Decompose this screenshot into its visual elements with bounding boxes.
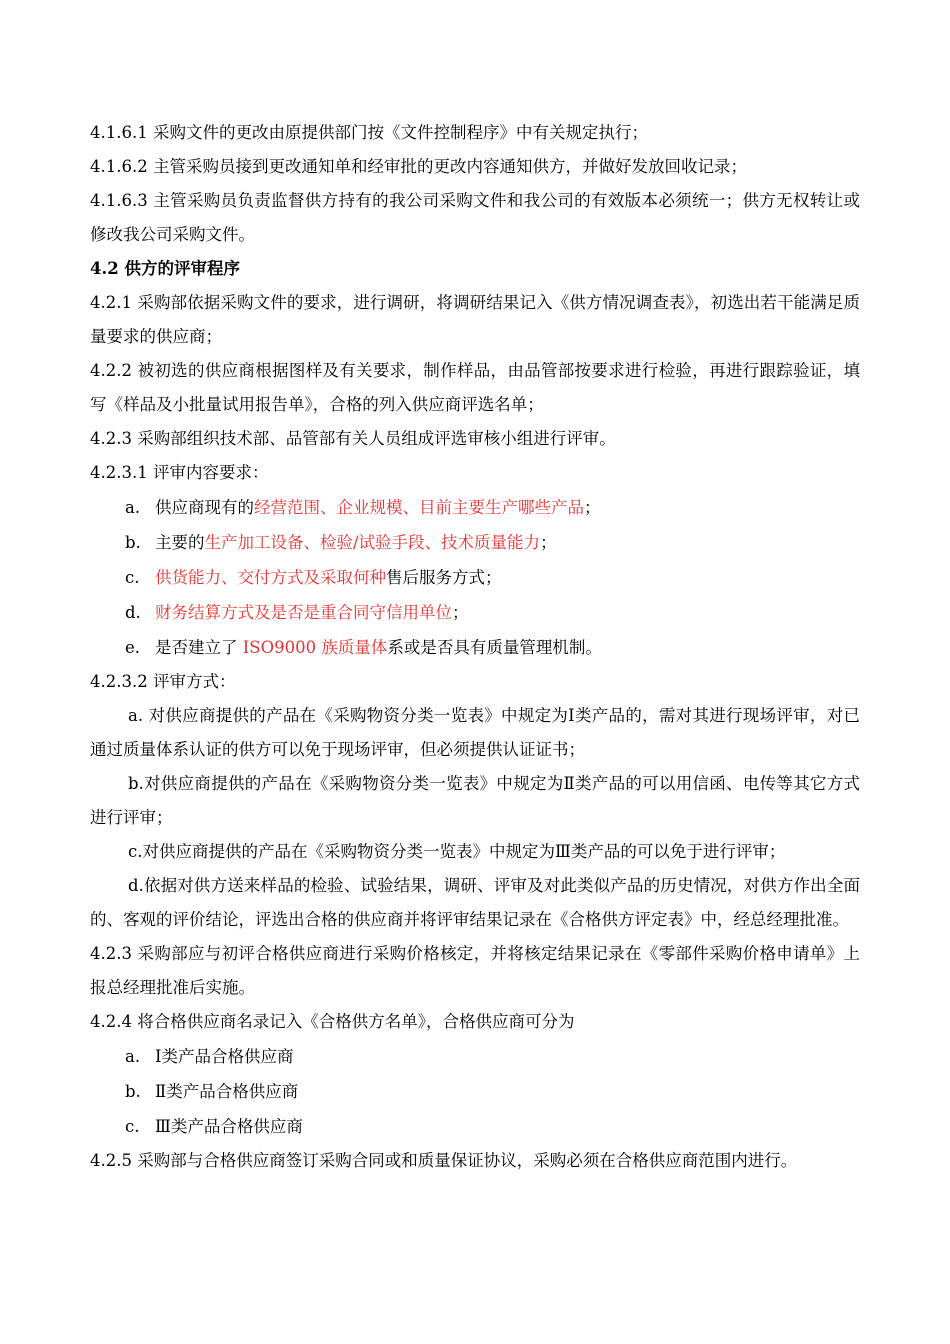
item-text: 主要的: [155, 533, 205, 552]
item-text: ；: [452, 603, 469, 622]
list-item: [90, 630, 860, 665]
list-item: [90, 560, 860, 595]
para-4-2-3-price: 4.2.3 采购部应与初评合格供应商进行采购价格核定，并将核定结果记录在《零部件采购价格申请单》上报总经理批准后实施。: [90, 944, 860, 997]
section-heading-4-2: 4.2 供方的评审程序: [90, 259, 240, 278]
list-marker: b.: [125, 533, 141, 552]
para-4-1-6-3: 4.1.6.3 主管采购员负责监督供方持有的我公司采购文件和我公司的有效版本必须统一；供方无权转让或修改我公司采购文件。: [90, 191, 860, 244]
para-4-2-5: 4.2.5 采购部与合格供应商签订采购合同或和质量保证协议，采购必须在合格供应商范围内进行。: [90, 1151, 798, 1170]
list-marker: c.: [125, 568, 140, 587]
para-4-2-2: 4.2.2 被初选的供应商根据图样及有关要求，制作样品，由品管部按要求进行检验，再进行跟踪验证，填写《样品及小批量试用报告单》，合格的列入供应商评选名单；: [90, 361, 860, 414]
list-item: [90, 595, 860, 630]
list-marker: c.: [125, 1117, 140, 1136]
list-item: [90, 1039, 860, 1074]
list-item: [90, 525, 860, 560]
para-4-2-3: 4.2.3 采购部组织技术部、品管部有关人员组成评选审核小组进行评审。: [90, 429, 616, 448]
list-marker: e.: [125, 638, 141, 657]
item-text: 系或是否具有质量管理机制。: [387, 638, 602, 657]
list-item: [90, 1074, 860, 1109]
item-text: 售后服务方式；: [386, 568, 502, 587]
item-text: Ⅱ类产品合格供应商: [155, 1082, 299, 1101]
highlighted-text: 财务结算方式及是否是重合同守信用单位: [155, 603, 452, 622]
para-4-2-1: 4.2.1 采购部依据采购文件的要求，进行调研，将调研结果记入《供方情况调查表》，初选出若干能满足质量要求的供应商；: [90, 293, 860, 346]
review-content-list: [90, 490, 860, 665]
supplier-category-list: [90, 1039, 860, 1144]
list-marker: d.: [125, 603, 141, 622]
list-marker: a.: [125, 498, 141, 517]
method-a: a. 对供应商提供的产品在《采购物资分类一览表》中规定为Ⅰ类产品的，需对其进行现场评审，对已通过质量体系认证的供方可以免于现场评审，但必须提供认证证书；: [90, 706, 860, 759]
para-4-2-3-1: 4.2.3.1 评审内容要求：: [90, 463, 269, 482]
item-text: 供应商现有的: [155, 498, 254, 517]
item-text: 是否建立了: [155, 638, 243, 657]
list-item: [90, 490, 860, 525]
para-4-2-3-2: 4.2.3.2 评审方式：: [90, 672, 236, 691]
list-marker: a.: [125, 1047, 141, 1066]
item-text: Ⅲ类产品合格供应商: [155, 1117, 303, 1136]
item-text: ；: [584, 498, 601, 517]
para-4-1-6-1: 4.1.6.1 采购文件的更改由原提供部门按《文件控制程序》中有关规定执行；: [90, 123, 648, 142]
item-text: ；: [540, 533, 557, 552]
document-body: [90, 116, 860, 1178]
method-b: b.对供应商提供的产品在《采购物资分类一览表》中规定为Ⅱ类产品的可以用信函、电传等其它方式进行评审；: [90, 774, 860, 827]
list-marker: b.: [125, 1082, 141, 1101]
item-text: Ⅰ类产品合格供应商: [155, 1047, 294, 1066]
method-d: d.依据对供方送来样品的检验、试验结果，调研、评审及对此类似产品的历史情况，对供方作出全面的、客观的评价结论，评选出合格的供应商并将评审结果记录在《合格供方评定表》中，经总经理批准。: [90, 876, 860, 929]
highlighted-text: 供货能力、交付方式及采取何种: [155, 568, 386, 587]
highlighted-text: 经营范围、企业规模、目前主要生产哪些产品: [254, 498, 584, 517]
para-4-2-4: 4.2.4 将合格供应商名录记入《合格供方名单》，合格供应商可分为: [90, 1012, 575, 1031]
highlighted-text: ISO9000 族质量体: [242, 638, 388, 657]
highlighted-text: 生产加工设备、检验/试验手段、技术质量能力: [204, 533, 541, 552]
method-c: c.对供应商提供的产品在《采购物资分类一览表》中规定为Ⅲ类产品的可以免于进行评审；: [128, 842, 786, 861]
list-item: [90, 1109, 860, 1144]
para-4-1-6-2: 4.1.6.2 主管采购员接到更改通知单和经审批的更改内容通知供方，并做好发放回收记录；: [90, 157, 747, 176]
